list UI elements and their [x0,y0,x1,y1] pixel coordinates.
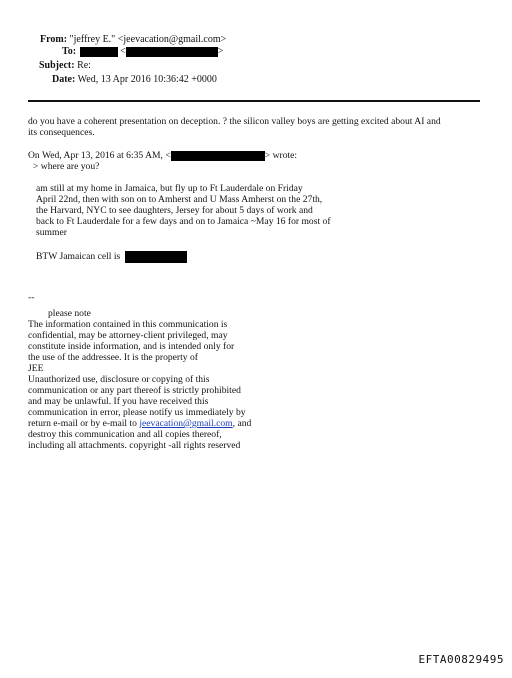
para-line-1: am still at my home in Jamaica, but fly up to Ft Lauderdale on Friday [36,183,303,194]
body-line-2: its consequences. [28,127,95,138]
subject-value: Re: [77,60,91,71]
para-line-3: the Harvard, NYC to see daughters, Jersey for about 5 days of work and [36,205,313,216]
to-name-redaction [80,47,118,57]
sig-line-5: JEE [28,363,44,374]
to-angle-close: > [217,46,224,57]
para-line-4: back to Ft Lauderdale for a few days and on to Jamaica ~May 16 for most of [36,216,331,227]
sig-line-6: Unauthorized use, disclosure or copying of this [28,374,210,385]
sig-dashes: -- [28,292,35,303]
sig-line-2: confidential, may be attorney-client privileged, may [28,330,228,341]
para-line-5: summer [36,227,67,238]
sig-email-post: , and [232,418,252,429]
quote-intro [28,150,297,161]
sig-tail-2: including all attachments. copyright -all rights reserved [28,440,241,451]
sig-email-pre: return e-mail or by e-mail to [28,418,140,429]
btw-line [36,251,187,263]
from-row [40,34,226,46]
to-row [62,46,223,58]
quote-intro-post: > wrote: [264,150,298,161]
sig-tail-1: destroy this communication and all copies thereof, [28,429,222,440]
phone-redaction [125,251,187,263]
sig-line-4: the use of the addressee. It is the property of [28,352,198,363]
subject-label: Subject: [39,60,75,71]
sig-please-note: please note [48,308,91,319]
quoted-line: > where are you? [33,161,100,172]
para-line-2: April 22nd, then with son on to Amherst and U Mass Amherst on the 27th, [36,194,323,205]
sig-line-8: and may be unlawful. If you have received this [28,396,209,407]
to-label: To: [62,46,77,57]
date-row [52,74,217,86]
from-label: From: [40,34,68,45]
sig-line-1: The information contained in this communication is [28,319,228,330]
email-link[interactable]: jeevacation@gmail.com [139,418,233,429]
subject-row [39,60,91,72]
quote-intro-pre: On Wed, Apr 13, 2016 at 6:35 AM, < [28,150,171,161]
header-divider [28,100,480,102]
sig-line-9: communication in error, please notify us immediately by [28,407,246,418]
date-value: Wed, 13 Apr 2016 10:36:42 +0000 [77,74,217,85]
body-line-1: do you have a coherent presentation on deception. ? the silicon valley boys are getting excited about AI and [28,116,441,127]
to-angle-open: < [120,46,126,57]
sig-line-7: communication or any part thereof is strictly prohibited [28,385,241,396]
document-id: EFTA00829495 [418,653,504,666]
sig-email-line [28,418,251,429]
date-label: Date: [52,74,76,85]
to-email-redaction [126,47,218,57]
sig-line-3: constitute inside information, and is intended only for [28,341,235,352]
from-value: "jeffrey E." <jeevacation@gmail.com> [69,34,227,45]
btw-label: BTW Jamaican cell is [36,251,121,263]
quote-sender-redaction [171,151,265,161]
